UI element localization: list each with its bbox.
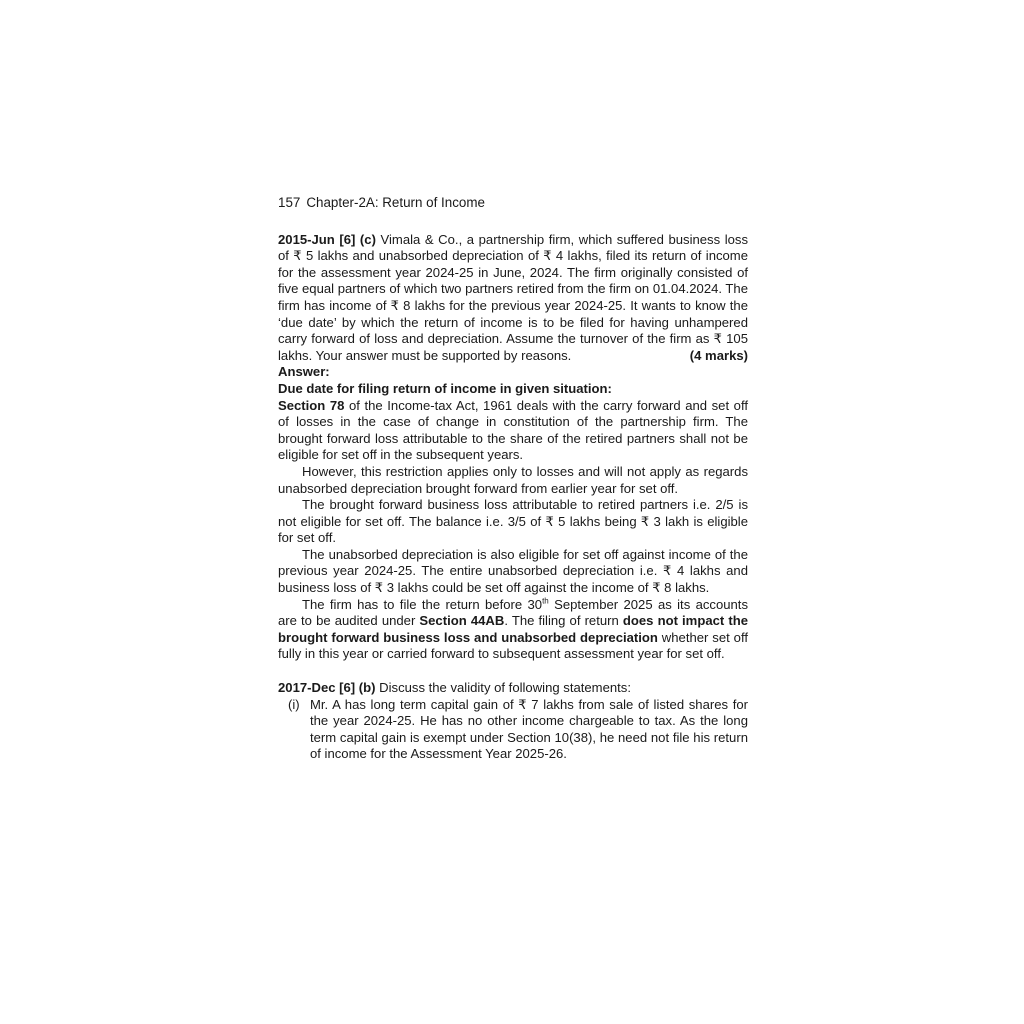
answer-paragraph-1: [278, 398, 748, 464]
answer-paragraph-2: However, this restriction applies only to losses and will not apply as regards unabsorbed depreciation brought forward from earlier year for set off.: [278, 463, 748, 496]
answer-heading-text: Due date for filing return of income in given situation:: [278, 380, 612, 396]
question-text: Discuss the validity of following statements:: [375, 680, 631, 696]
list-item-text: Mr. A has long term capital gain of ₹ 7 lakhs from sale of listed shares for the year 2024-25. He has no other income chargeable to tax. As the long term capital gain is exempt under Section 10(38), he need not file his return of income for the Assessment Year 2025-26.: [310, 696, 748, 762]
answer-label: [278, 364, 748, 381]
section-ref: Section 44AB: [419, 613, 505, 629]
paragraph-text: of the Income-tax Act, 1961 deals with the carry forward and set off of losses in the case of change in constitution of the partnership firm. The brought forward loss attributable to the share of the retired partners shall not be eligible for set off in the subsequent years.: [278, 397, 748, 463]
spacer: [278, 663, 748, 680]
text: whether set off fully in this year or carried forward to subsequent assessment year for set off.: [278, 629, 748, 662]
list-item-number: (i): [288, 696, 300, 712]
page-header: [278, 195, 748, 212]
question-text: Vimala & Co., a partnership firm, which suffered business loss of ₹ 5 lakhs and unabsorbed depreciation of ₹ 4 lakhs, filed its return of income for the assessment year 2024-25 in June, 2024. The firm originally consisted of five equal partners of which two partners retired from the firm on 01.04.2024. The firm has income of ₹ 8 lakhs for the previous year 2024-25. It wants to know the ‘due date’ by which the return of income is to be filed for having unhampered carry forward of loss and depreciation. Assume the turnover of the firm as ₹ 105 lakhs. Your answer must be supported by reasons.: [278, 231, 748, 363]
document-page: [278, 195, 748, 763]
answer-paragraph-5: [278, 597, 748, 663]
question-2: [278, 680, 748, 697]
question-1: [278, 232, 748, 365]
superscript: th: [542, 596, 549, 606]
bold-text: does not impact the brought forward business loss and unabsorbed depreciation: [278, 613, 749, 645]
section-ref: Section 78: [278, 397, 345, 413]
answer-paragraph-3: The brought forward business loss attributable to retired partners i.e. 2/5 is not eligible for set off. The balance i.e. 3/5 of ₹ 5 lakhs being ₹ 3 lakh is eligible for set off.: [278, 497, 748, 546]
answer-paragraph-4: The unabsorbed depreciation is also eligible for set off against income of the previous year 2024-25. The entire unabsorbed depreciation i.e. ₹ 4 lakhs and business loss of ₹ 3 lakhs could be set off against the income of ₹ 8 lakhs.: [278, 546, 748, 596]
list-item: [278, 697, 748, 763]
page-number: 157: [278, 195, 301, 210]
answer-heading: [278, 381, 748, 398]
question-ref: 2017-Dec [6] (b): [278, 680, 376, 696]
chapter-title: Chapter-2A: Return of Income: [306, 195, 485, 210]
text: September 2025 as its accounts are to be audited under: [278, 596, 748, 629]
answer-label-text: Answer:: [278, 364, 330, 380]
text: The firm has to file the return before 30: [302, 596, 543, 612]
question-ref: 2015-Jun [6] (c): [278, 231, 376, 247]
text: . The filing of return: [504, 613, 623, 629]
marks: (4 marks): [689, 347, 748, 363]
